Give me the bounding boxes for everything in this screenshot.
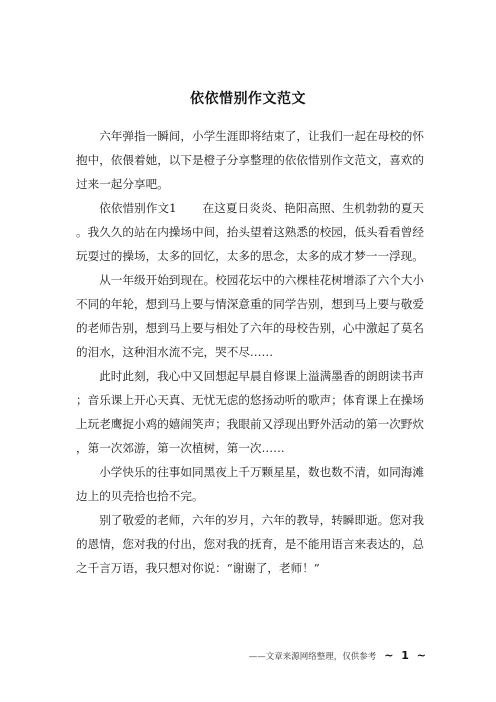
section-first-line: 在这夏日炎炎、艳阳高照、生机勃勃的夏天。 bbox=[76, 201, 424, 239]
document-body bbox=[76, 124, 424, 580]
section-continuation: 我久久的站在内操场中间，抬头望着这熟悉的校园，低头看看曾经玩耍过的操场，太多的回忆，太多的思念，太多的成才梦一一浮现。 bbox=[76, 225, 424, 263]
page-footer bbox=[249, 649, 428, 662]
page-number: ~ 1 ~ bbox=[384, 649, 428, 662]
paragraph-memories: 从一年级开始到现在。校园花坛中的六棵桂花树增添了六个大小不同的年轮，想到马上要与情深意重的同学告别，想到马上要与敬爱的老师告别，想到马上要与相处了六年的母校告别，心中激起了莫名的泪水，这种泪水流不完，哭不尽…… bbox=[76, 273, 424, 359]
paragraph-intro: 六年弹指一瞬间，小学生涯即将结束了，让我们一起在母校的怀抱中，依偎着她，以下是橙子分享整理的依依惜别作文范文，喜欢的过来一起分享吧。 bbox=[76, 129, 424, 191]
paragraph-section-1 bbox=[76, 196, 424, 268]
paragraph-farewell: 别了敬爱的老师，六年的岁月，六年的教导，转瞬即逝。您对我的恩情，您对我的付出，您对我的抚育，是不能用语言来表达的，总之千言万语，我只想对你说：“谢谢了，老师！” bbox=[76, 513, 424, 575]
document-title: 依依惜别作文范文 bbox=[190, 91, 306, 107]
paragraph-stars: 小学快乐的往事如同黑夜上千万颗星星，数也数不清，如同海滩边上的贝壳拾也拾不完。 bbox=[76, 465, 424, 503]
footer-note: ——文章来源网络整理，仅供参考 bbox=[248, 652, 377, 662]
section-heading: 依依惜别作文1 bbox=[99, 201, 177, 215]
paragraph-recollection: 此时此刻，我心中又回想起早晨自修课上溢满墨香的朗朗读书声；音乐课上开心天真、无忧无虑的悠扬动听的歌声；体育课上在操场上玩老鹰捉小鸡的嬉闹笑声；我眼前又浮现出野外活动的第一次野炊，第一次郊游，第一次植树，第一次…… bbox=[76, 369, 424, 455]
